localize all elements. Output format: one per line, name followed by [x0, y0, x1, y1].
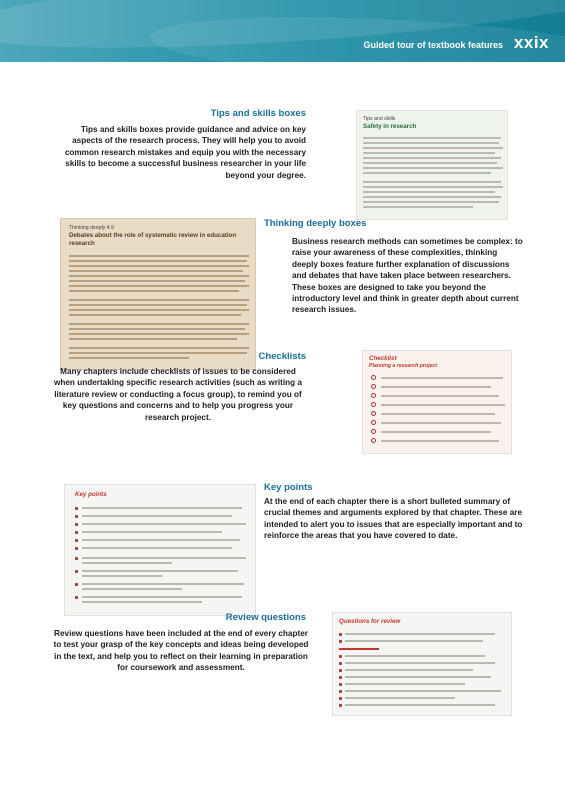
thumb-title: Key points	[75, 491, 107, 498]
page-number: xxix	[513, 33, 549, 52]
keypoints-heading: Key points	[264, 482, 313, 493]
header-title: Guided tour of textbook features	[363, 40, 503, 50]
thinking-thumbnail	[60, 218, 256, 370]
keypoints-body: At the end of each chapter there is a short bulleted summary of crucial themes and arguments explored by that chapter. These are intended to alert you to issues that are especially important and to reinforce the areas that you have covered to date.	[264, 497, 523, 541]
checklists-heading: Checklists	[258, 351, 306, 362]
review-body: Review questions have been included at the end of every chapter to test your grasp of the key concepts and ideas being developed in the text, and help you to reflect on their learning in preparation for coursework and assessment.	[53, 629, 309, 673]
review-heading: Review questions	[225, 612, 306, 623]
thinking-body: Business research methods can sometimes be complex: to raise your awareness of these complexities, thinking deeply boxes feature further explanation of discussions and debates that have taken place between researchers. These boxes are designed to take you beyond the introductory level and think in greater depth about current research issues.	[292, 237, 523, 315]
thumb-title: Questions for review	[339, 618, 401, 625]
thumb-label: Thinking deeply 4.9	[69, 225, 114, 231]
tips-body: Tips and skills boxes provide guidance and advice on key aspects of the research process. They will help you to avoid common research mistakes and equip you with the necessary skills to become a successful business researcher in your life beyond your degree.	[64, 125, 306, 180]
thumb-title: Planning a research project	[369, 363, 438, 369]
thumb-title: Debates about the role of systematic review in education research	[69, 232, 237, 247]
page-header	[0, 0, 565, 62]
checklists-thumbnail	[362, 350, 512, 454]
tips-heading: Tips and skills boxes	[210, 108, 306, 119]
thumb-label: Tips and skills	[363, 116, 396, 122]
thumb-title: Safety in research	[363, 123, 417, 130]
thinking-heading: Thinking deeply boxes	[264, 218, 367, 229]
review-thumbnail	[332, 612, 512, 716]
checklists-body: Many chapters include checklists of issues to be considered when undertaking specific research activities (such as writing a literature review or conducting a focus group), to remind you of key questions and concerns and to help you progress your research project.	[54, 367, 302, 422]
keypoints-thumbnail	[64, 484, 256, 616]
thumb-label: Checklist	[369, 355, 397, 362]
tips-thumbnail	[356, 110, 508, 220]
